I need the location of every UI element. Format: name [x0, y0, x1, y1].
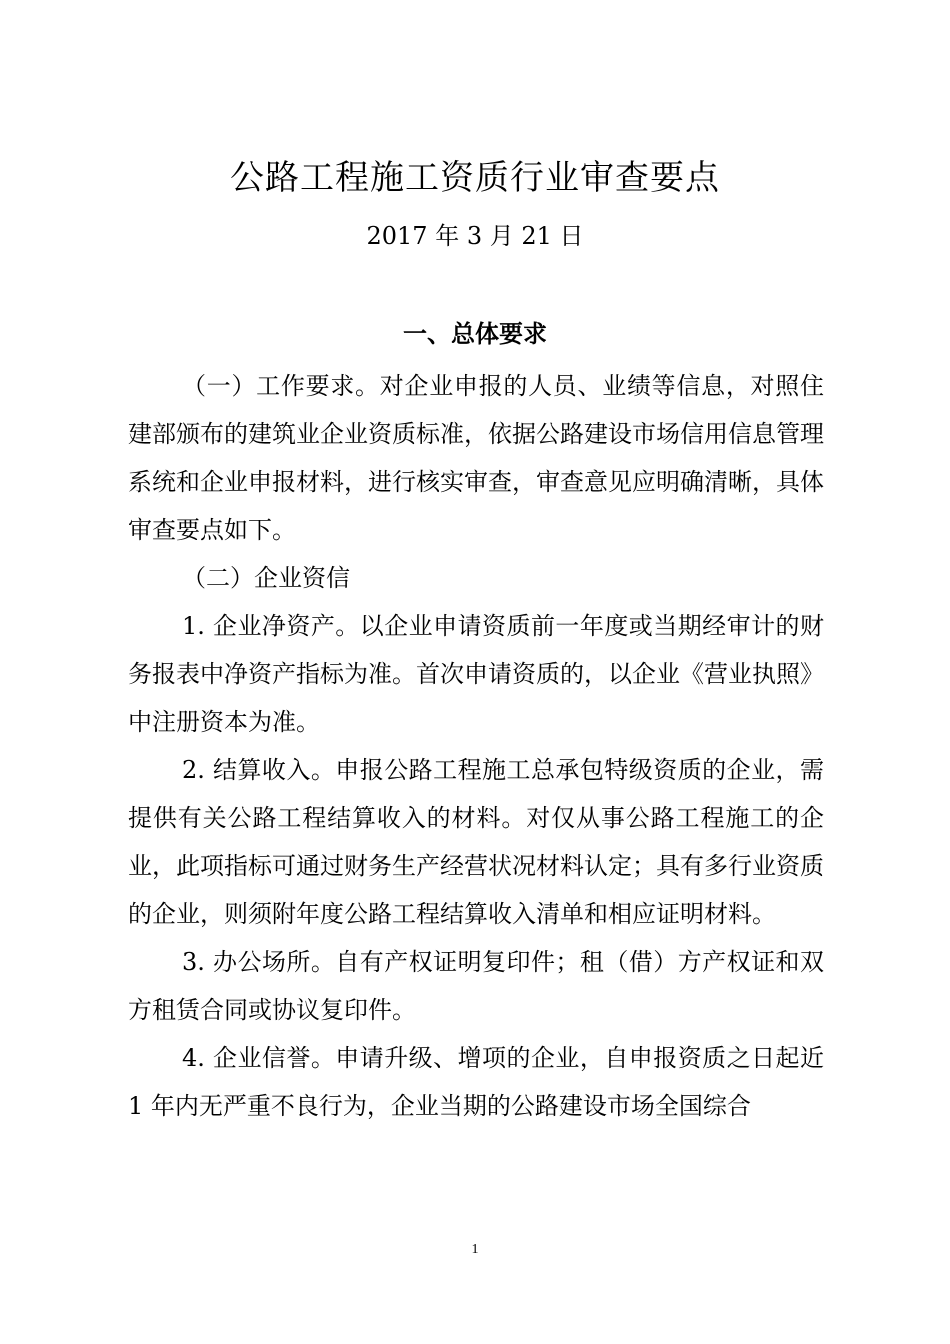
document-body: [128, 362, 824, 1130]
paragraph-net-assets: 1. 企业净资产。以企业申请资质前一年度或当期经审计的财务报表中净资产指标为准。首次申请资质的，以企业《营业执照》中注册资本为准。: [128, 612, 824, 736]
document-title: 公路工程施工资质行业审查要点: [230, 158, 720, 198]
paragraph-settlement-income: 2. 结算收入。申报公路工程施工总承包特级资质的企业，需提供有关公路工程结算收入的材料。对仅从事公路工程施工的企业，此项指标可通过财务生产经营状况材料认定；具有多行业资质的企业，则须附年度公路工程结算收入清单和相应证明材料。: [128, 756, 824, 928]
paragraph-enterprise-reputation: 4. 企业信誉。申请升级、增项的企业，自申报资质之日起近 1 年内无严重不良行为，企业当期的公路建设市场全国综合: [128, 1044, 824, 1120]
paragraph-office-premises: 3. 办公场所。自有产权证明复印件；租（借）方产权证和双方租赁合同或协议复印件。: [128, 948, 824, 1024]
paragraph-enterprise-credit-heading: （二）企业资信: [182, 564, 350, 592]
page-number: 1: [471, 1242, 479, 1257]
paragraph-work-requirements: （一）工作要求。对企业申报的人员、业绩等信息，对照住建部颁布的建筑业企业资质标准，依据公路建设市场信用信息管理系统和企业申报材料，进行核实审查，审查意见应明确清晰，具体审查要点如下。: [128, 372, 824, 544]
section-heading: 一、总体要求: [403, 320, 547, 348]
document-date: 2017 年 3 月 21 日: [366, 222, 584, 250]
